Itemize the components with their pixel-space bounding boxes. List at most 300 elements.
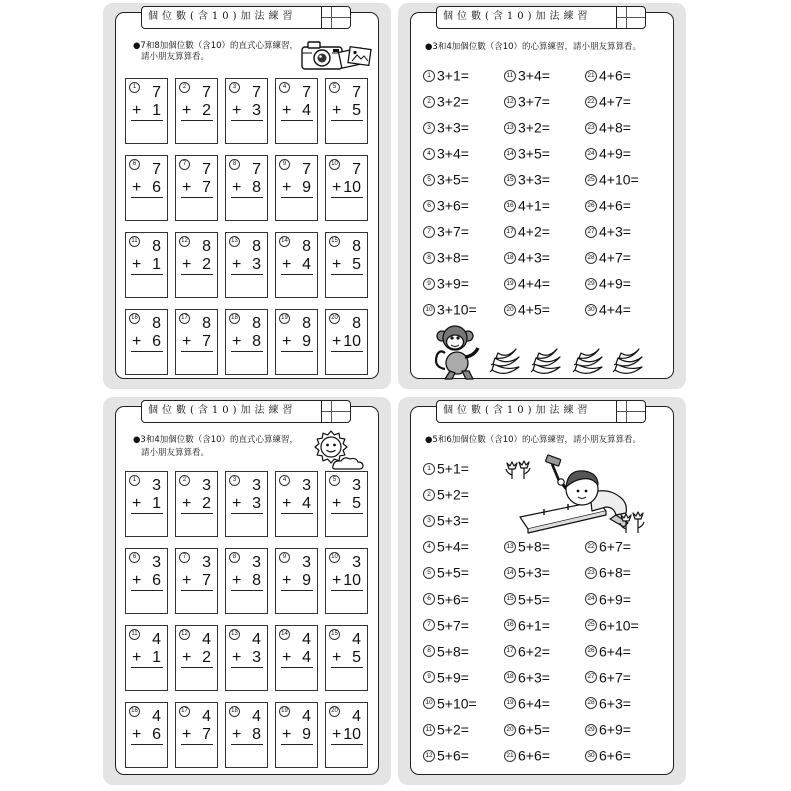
equation-item	[423, 590, 469, 608]
addend-bottom: 1	[152, 649, 161, 666]
problem-number: 1	[129, 82, 140, 93]
addend-bottom: 4	[302, 102, 311, 119]
problem-grid	[103, 3, 391, 389]
problem-card	[275, 548, 318, 614]
equation-item	[423, 66, 469, 84]
addend-bottom: 10	[343, 333, 361, 350]
equation-text: 6+5=	[518, 721, 550, 738]
equation-text: 4+3=	[599, 223, 631, 240]
addend-top: 4	[202, 708, 211, 725]
problem-card	[275, 78, 318, 144]
addend-row	[281, 179, 313, 198]
addend-bottom: 3	[252, 102, 261, 119]
problem-number: 25	[585, 619, 597, 631]
problem-number: 18	[229, 706, 240, 717]
equation-item	[504, 92, 550, 110]
problem-number: 15	[329, 629, 340, 640]
addend-row	[331, 649, 363, 668]
equation-item	[423, 144, 469, 162]
equation-item	[585, 248, 631, 266]
problem-number: 7	[423, 619, 435, 631]
problem-number: 6	[129, 552, 140, 563]
addend-row	[281, 649, 313, 668]
worksheet-title: 個位數(含10)加法練習	[443, 11, 592, 22]
plus-sign: +	[232, 333, 242, 350]
equation-item	[585, 746, 631, 764]
equation-text: 3+5=	[518, 145, 550, 162]
problem-grid	[103, 397, 391, 785]
addend-top: 7	[202, 84, 211, 101]
addend-bottom: 7	[202, 572, 211, 589]
addend-bottom: 4	[302, 256, 311, 273]
problem-card	[175, 625, 218, 691]
addend-top: 8	[152, 315, 161, 332]
worksheet-page-vertical-3-4	[103, 397, 391, 785]
monkey-icon	[431, 323, 483, 381]
equation-item	[423, 746, 469, 764]
plus-sign: +	[232, 256, 242, 273]
addend-bottom: 8	[252, 179, 261, 196]
worksheet-title: 個位數(含10)加法練習	[443, 405, 592, 416]
problem-card	[225, 471, 268, 537]
equation-item	[585, 118, 631, 136]
problem-number: 9	[279, 159, 290, 170]
instruction-line: ●3和4加個位數（含10）的直式心算練習，	[133, 435, 299, 445]
equation-item	[423, 459, 469, 477]
problem-card	[125, 232, 168, 298]
problem-card	[225, 548, 268, 614]
addend-top: 4	[252, 631, 261, 648]
problem-list	[398, 397, 686, 785]
addend-top: 3	[352, 554, 361, 571]
addend-top: 8	[252, 238, 261, 255]
equation-text: 4+10=	[599, 171, 639, 188]
addend-bottom: 3	[252, 256, 261, 273]
equation-item	[423, 720, 469, 738]
addend-row	[181, 333, 213, 352]
plus-sign: +	[282, 102, 292, 119]
equation-text: 4+4=	[518, 275, 550, 292]
problem-number: 8	[229, 552, 240, 563]
addend-row	[131, 256, 163, 275]
problem-card	[175, 78, 218, 144]
addend-row	[281, 726, 313, 745]
equation-text: 4+2=	[518, 223, 550, 240]
equation-text: 3+7=	[518, 93, 550, 110]
problem-card	[275, 702, 318, 768]
addend-bottom: 5	[352, 495, 361, 512]
addend-top: 4	[302, 631, 311, 648]
problem-number: 7	[423, 226, 435, 238]
problem-number: 24	[585, 148, 597, 160]
problem-number: 5	[423, 174, 435, 186]
banana-icon	[488, 348, 524, 378]
plus-sign: +	[232, 726, 242, 743]
equation-text: 3+6=	[437, 197, 469, 214]
problem-number: 12	[504, 96, 516, 108]
addend-row	[181, 495, 213, 514]
problem-card	[125, 78, 168, 144]
addend-row	[231, 726, 263, 745]
equation-text: 6+1=	[518, 617, 550, 634]
problem-number: 5	[423, 567, 435, 579]
equation-text: 3+2=	[518, 119, 550, 136]
addend-top: 7	[352, 161, 361, 178]
problem-number: 11	[423, 724, 435, 736]
equation-item	[585, 66, 631, 84]
addend-top: 8	[352, 238, 361, 255]
addend-top: 7	[352, 84, 361, 101]
problem-number: 7	[179, 552, 190, 563]
problem-card	[275, 625, 318, 691]
problem-number: 5	[329, 82, 340, 93]
problem-number: 24	[585, 593, 597, 605]
problem-card	[225, 78, 268, 144]
equation-text: 6+6=	[599, 747, 631, 764]
problem-card	[225, 702, 268, 768]
addend-top: 3	[352, 477, 361, 494]
equation-text: 5+2=	[437, 486, 469, 503]
equation-item	[423, 616, 469, 634]
problem-number: 19	[279, 313, 290, 324]
problem-number: 21	[585, 70, 597, 82]
worksheet-title: 個位數(含10)加法練習	[148, 405, 297, 416]
problem-number: 21	[504, 750, 516, 762]
problem-number: 12	[179, 236, 190, 247]
addend-row	[331, 179, 363, 198]
equation-item	[504, 170, 550, 188]
addend-bottom: 8	[252, 726, 261, 743]
problem-number: 20	[504, 724, 516, 736]
equation-item	[585, 170, 639, 188]
equation-text: 6+8=	[599, 564, 631, 581]
problem-card	[125, 702, 168, 768]
equation-text: 4+5=	[518, 301, 550, 318]
addend-bottom: 6	[152, 333, 161, 350]
equation-item	[585, 300, 631, 318]
equation-item	[423, 485, 469, 503]
problem-number: 4	[423, 148, 435, 160]
addend-row	[131, 726, 163, 745]
addend-top: 8	[152, 238, 161, 255]
problem-number: 23	[585, 567, 597, 579]
equation-text: 3+10=	[437, 301, 477, 318]
problem-card	[325, 155, 368, 221]
problem-number: 20	[329, 706, 340, 717]
addend-top: 3	[252, 477, 261, 494]
equation-text: 4+7=	[599, 249, 631, 266]
problem-card	[325, 471, 368, 537]
problem-card	[275, 471, 318, 537]
addend-bottom: 8	[252, 333, 261, 350]
worksheet-page-mental-3-4	[398, 3, 686, 389]
plus-sign: +	[182, 179, 192, 196]
addend-top: 4	[202, 631, 211, 648]
problem-number: 17	[504, 226, 516, 238]
problem-number: 4	[423, 541, 435, 553]
equation-text: 5+6=	[437, 747, 469, 764]
equation-item	[423, 92, 469, 110]
plus-sign: +	[332, 179, 342, 196]
instruction-line: 請小朋友算算看。	[141, 448, 210, 458]
plus-sign: +	[182, 333, 192, 350]
problem-number: 16	[504, 619, 516, 631]
addend-row	[331, 256, 363, 275]
plus-sign: +	[182, 495, 192, 512]
equation-text: 4+8=	[599, 119, 631, 136]
addend-top: 7	[252, 161, 261, 178]
equation-text: 5+5=	[518, 591, 550, 607]
problem-number: 14	[504, 148, 516, 160]
problem-number: 2	[423, 489, 435, 501]
equation-text: 5+3=	[518, 564, 550, 581]
problem-number: 2	[179, 82, 190, 93]
equation-item	[504, 668, 550, 686]
equation-text: 4+6=	[599, 197, 631, 214]
plus-sign: +	[132, 495, 142, 512]
plus-sign: +	[332, 333, 342, 350]
equation-item	[504, 616, 550, 634]
equation-text: 5+9=	[437, 669, 469, 686]
plus-sign: +	[232, 102, 242, 119]
problem-card	[325, 78, 368, 144]
plus-sign: +	[132, 649, 142, 666]
problem-card	[175, 702, 218, 768]
problem-number: 20	[504, 304, 516, 316]
equation-text: 3+4=	[437, 145, 469, 162]
equation-item	[504, 66, 550, 84]
equation-item	[585, 694, 631, 712]
equation-text: 5+7=	[437, 617, 469, 634]
plus-sign: +	[332, 649, 342, 666]
equation-text: 6+9=	[599, 721, 631, 738]
equation-item	[504, 537, 550, 555]
plus-sign: +	[282, 572, 292, 589]
equation-item	[423, 118, 469, 136]
addend-top: 7	[152, 161, 161, 178]
addend-top: 4	[152, 708, 161, 725]
equation-text: 5+3=	[437, 512, 469, 529]
addend-row	[131, 179, 163, 198]
problem-number: 4	[279, 82, 290, 93]
equation-item	[423, 668, 469, 686]
problem-number: 6	[423, 593, 435, 605]
equation-text: 4+6=	[599, 67, 631, 84]
equation-text: 6+10=	[599, 617, 639, 634]
problem-card	[175, 471, 218, 537]
plus-sign: +	[232, 649, 242, 666]
equation-item	[585, 590, 631, 608]
problem-number: 16	[129, 706, 140, 717]
problem-number: 14	[279, 629, 290, 640]
equation-text: 6+6=	[518, 747, 550, 764]
plus-sign: +	[282, 256, 292, 273]
problem-number: 18	[504, 252, 516, 264]
plus-sign: +	[282, 495, 292, 512]
plus-sign: +	[182, 649, 192, 666]
plus-sign: +	[332, 572, 342, 589]
plus-sign: +	[132, 179, 142, 196]
problem-number: 16	[129, 313, 140, 324]
equation-text: 3+3=	[518, 171, 550, 188]
plus-sign: +	[132, 102, 142, 119]
addend-bottom: 1	[152, 102, 161, 119]
equation-text: 6+7=	[599, 669, 631, 686]
problem-number: 8	[229, 159, 240, 170]
addend-bottom: 3	[252, 495, 261, 512]
equation-item	[585, 537, 631, 555]
addend-bottom: 9	[302, 726, 311, 743]
problem-card	[275, 155, 318, 221]
equation-text: 3+7=	[437, 223, 469, 240]
equation-item	[504, 196, 550, 214]
addend-bottom: 9	[302, 333, 311, 350]
problem-card	[175, 548, 218, 614]
equation-text: 5+6=	[437, 591, 469, 607]
addend-top: 3	[302, 477, 311, 494]
addend-row	[231, 102, 263, 121]
equation-item	[585, 720, 631, 738]
addend-top: 8	[302, 238, 311, 255]
equation-text: 4+1=	[518, 197, 550, 214]
addend-top: 7	[202, 161, 211, 178]
problem-number: 7	[179, 159, 190, 170]
plus-sign: +	[332, 495, 342, 512]
problem-number: 27	[585, 671, 597, 683]
plus-sign: +	[332, 102, 342, 119]
addend-row	[231, 333, 263, 352]
instruction-line: ●7和8加個位數（含10）的直式心算練習，	[133, 41, 299, 51]
addend-top: 3	[202, 554, 211, 571]
problem-number: 19	[279, 706, 290, 717]
problem-number: 6	[129, 159, 140, 170]
equation-text: 3+9=	[437, 275, 469, 292]
problem-number: 10	[329, 159, 340, 170]
problem-number: 1	[129, 475, 140, 486]
addend-top: 4	[302, 708, 311, 725]
equation-item	[423, 274, 469, 292]
addend-bottom: 2	[202, 102, 211, 119]
problem-number: 14	[279, 236, 290, 247]
problem-card	[325, 309, 368, 375]
addend-row	[181, 572, 213, 591]
addend-top: 7	[152, 84, 161, 101]
problem-number: 11	[129, 629, 140, 640]
equation-text: 3+1=	[437, 67, 469, 84]
equation-text: 3+2=	[437, 93, 469, 110]
plus-sign: +	[182, 256, 192, 273]
problem-number: 13	[504, 122, 516, 134]
plus-sign: +	[182, 726, 192, 743]
problem-card	[275, 309, 318, 375]
problem-card	[225, 625, 268, 691]
addend-row	[231, 256, 263, 275]
instruction-line: 請小朋友算算看。	[141, 52, 210, 62]
equation-text: 6+2=	[518, 643, 550, 660]
instruction-line: ●3和4加個位數（含10）的心算練習，請小朋友算算看。	[425, 42, 642, 52]
problem-card	[125, 309, 168, 375]
worksheet-page-vertical-7-8	[103, 3, 391, 389]
addend-top: 8	[202, 315, 211, 332]
addend-top: 7	[302, 161, 311, 178]
addend-top: 3	[152, 554, 161, 571]
problem-number: 25	[585, 174, 597, 186]
banana-icon	[529, 348, 565, 378]
problem-card	[175, 232, 218, 298]
plus-sign: +	[132, 572, 142, 589]
problem-card	[325, 548, 368, 614]
problem-number: 15	[504, 593, 516, 605]
equation-item	[585, 668, 631, 686]
addend-bottom: 2	[202, 649, 211, 666]
addend-row	[181, 726, 213, 745]
equation-text: 6+7=	[599, 538, 631, 555]
problem-number: 4	[279, 475, 290, 486]
problem-number: 9	[423, 278, 435, 290]
addend-bottom: 10	[343, 572, 361, 589]
problem-number: 27	[585, 226, 597, 238]
problem-card	[225, 155, 268, 221]
addend-row	[181, 179, 213, 198]
problem-card	[225, 309, 268, 375]
addend-row	[231, 649, 263, 668]
equation-item	[585, 563, 631, 581]
problem-number: 23	[585, 122, 597, 134]
equation-item	[585, 92, 631, 110]
equation-text: 4+9=	[599, 145, 631, 162]
equation-item	[504, 720, 550, 738]
addend-row	[281, 256, 313, 275]
problem-number: 17	[504, 645, 516, 657]
problem-number: 15	[504, 174, 516, 186]
addend-row	[131, 102, 163, 121]
plus-sign: +	[182, 102, 192, 119]
problem-number: 11	[504, 70, 516, 82]
problem-number: 30	[585, 304, 597, 316]
problem-card	[225, 232, 268, 298]
addend-top: 4	[352, 708, 361, 725]
plus-sign: +	[282, 333, 292, 350]
addend-bottom: 7	[202, 179, 211, 196]
equation-text: 6+4=	[518, 695, 550, 712]
plus-sign: +	[282, 726, 292, 743]
problem-card	[325, 625, 368, 691]
addend-bottom: 7	[202, 333, 211, 350]
plus-sign: +	[132, 333, 142, 350]
addend-bottom: 4	[302, 649, 311, 666]
problem-number: 30	[585, 750, 597, 762]
addend-row	[131, 333, 163, 352]
problem-number: 28	[585, 252, 597, 264]
problem-number: 17	[179, 313, 190, 324]
problem-number: 22	[585, 96, 597, 108]
problem-card	[125, 625, 168, 691]
equation-text: 6+3=	[599, 695, 631, 712]
equation-item	[504, 590, 550, 608]
equation-text: 4+3=	[518, 249, 550, 266]
equation-item	[504, 694, 550, 712]
equation-text: 6+4=	[599, 643, 631, 660]
problem-number: 10	[423, 697, 435, 709]
problem-number: 5	[329, 475, 340, 486]
problem-number: 3	[423, 515, 435, 527]
addend-row	[281, 102, 313, 121]
addend-bottom: 1	[152, 256, 161, 273]
problem-card	[125, 548, 168, 614]
equation-item	[504, 563, 550, 581]
problem-card	[175, 155, 218, 221]
equation-item	[585, 616, 639, 634]
